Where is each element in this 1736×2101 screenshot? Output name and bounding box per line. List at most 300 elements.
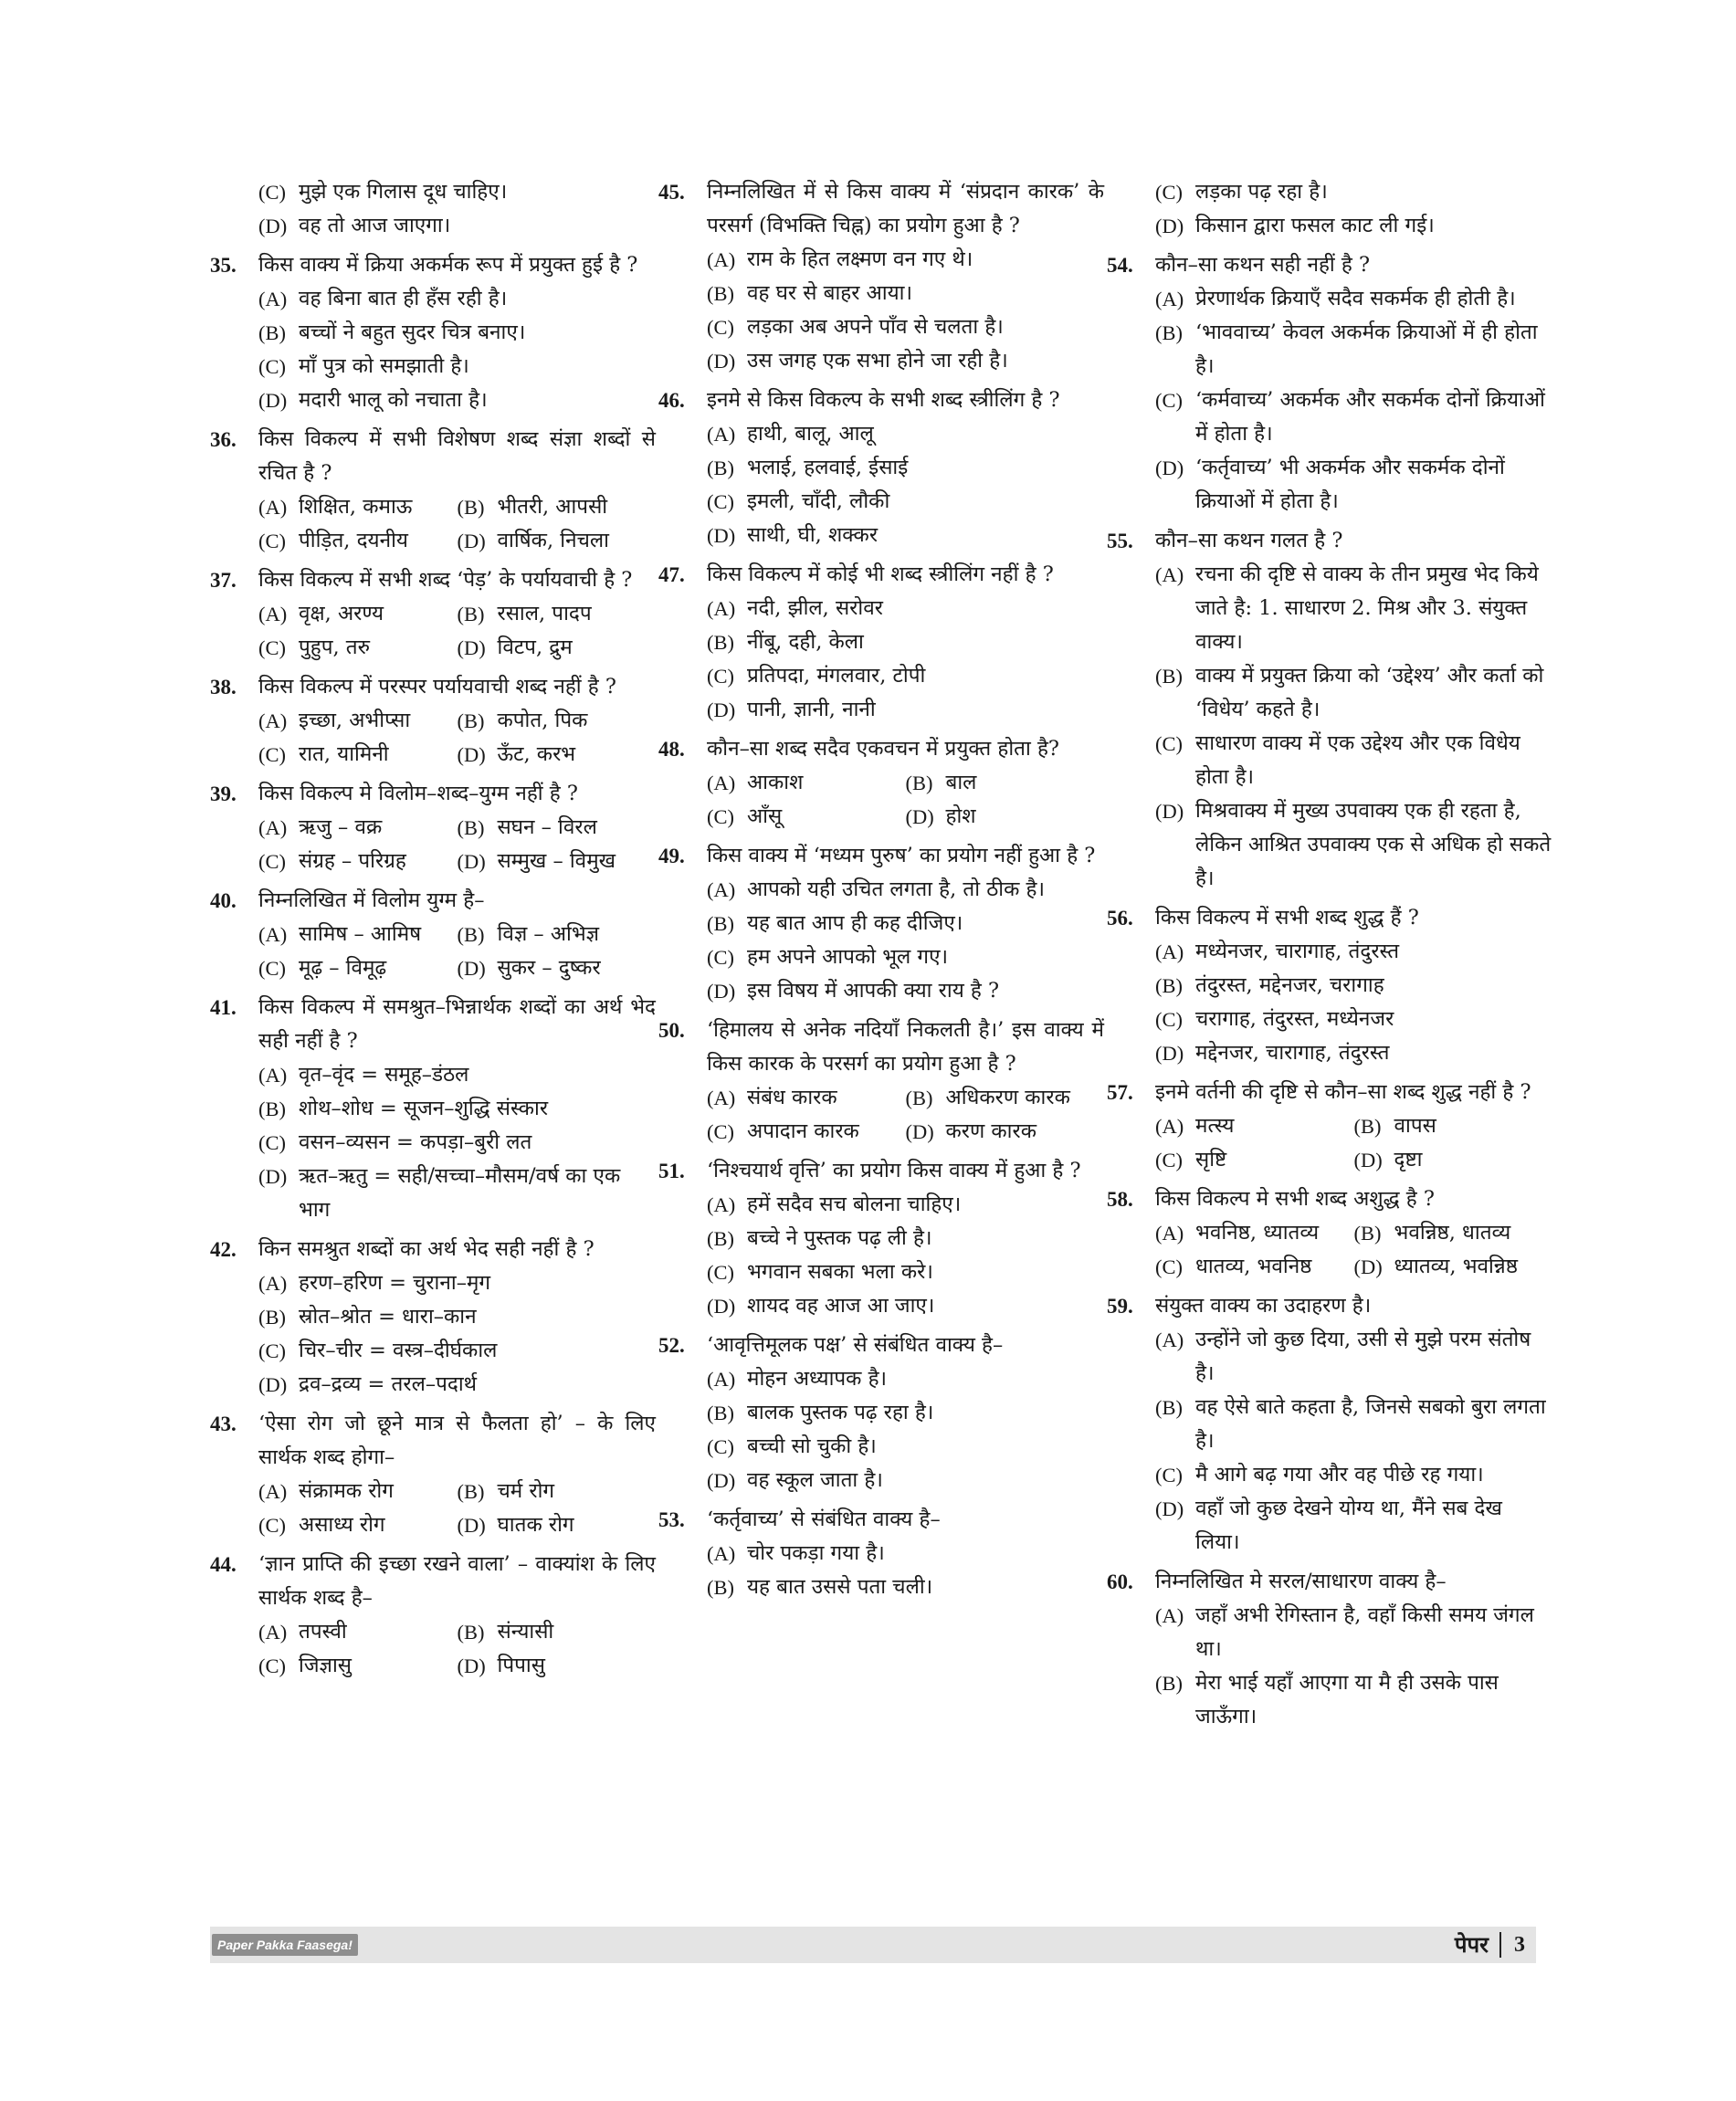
option (707, 1188, 1104, 1222)
option (258, 1058, 656, 1092)
option-text: चोर पकड़ा गया है। (747, 1541, 885, 1565)
option-text: सुकर – दुष्कर (497, 956, 601, 980)
question (210, 1233, 656, 1402)
option-text: संन्यासी (497, 1620, 554, 1644)
option-letter: (C) (258, 1339, 286, 1362)
option-letter: (C) (707, 946, 734, 969)
option (707, 1255, 1104, 1289)
option-letter: (B) (905, 1087, 933, 1109)
option (458, 845, 657, 878)
option (1155, 1109, 1354, 1143)
option-text: मै आगे बढ़ गया और वह पीछे रह गया। (1195, 1463, 1484, 1486)
option-letter: (D) (707, 699, 736, 721)
option (906, 1081, 1105, 1115)
option (707, 277, 1104, 310)
option-text: यह बात आप ही कह दीजिए। (747, 911, 963, 935)
option-row (707, 1081, 1104, 1115)
option (1155, 1391, 1552, 1458)
option (1155, 1003, 1552, 1036)
option-letter: (B) (1155, 974, 1183, 997)
column-2 (658, 175, 1104, 1610)
question-number: 50. (658, 1019, 685, 1042)
option (1354, 1109, 1553, 1143)
option-row (258, 490, 656, 524)
option-letter: (C) (1155, 181, 1183, 204)
question (210, 1407, 656, 1542)
option-text: वह ऐसे बाते कहता है, जिनसे सबको बुरा लगता है। (1195, 1395, 1546, 1453)
option-text: शायद वह आज आ जाए। (747, 1294, 935, 1318)
option-letter: (D) (1155, 457, 1184, 479)
option-text: पिपासु (497, 1654, 545, 1677)
question (210, 670, 656, 772)
option (707, 344, 1104, 378)
option (458, 1649, 657, 1683)
option-letter: (C) (707, 316, 734, 339)
question (1107, 1565, 1552, 1734)
question-number: 47. (658, 563, 685, 586)
option (906, 800, 1105, 834)
option (458, 597, 657, 631)
option-letter: (B) (1155, 665, 1183, 688)
option-letter: (A) (1155, 1222, 1184, 1245)
question-number: 37. (210, 569, 237, 592)
option-letter: (D) (1155, 1042, 1184, 1065)
question-number: 40. (210, 889, 237, 912)
option-text: अधिकरण कारक (945, 1086, 1070, 1109)
option (1155, 1458, 1552, 1492)
option-letter: (C) (707, 1261, 734, 1284)
option-letter: (B) (1353, 1115, 1382, 1138)
question-text: किस विकल्प में परस्पर पर्यायवाची शब्द नहीं है ? (258, 675, 616, 699)
option (1155, 282, 1552, 316)
option (707, 417, 1104, 451)
question-number: 49. (658, 845, 685, 867)
option-row (258, 1475, 656, 1508)
option-letter: (A) (707, 878, 736, 901)
option (258, 951, 458, 985)
question (1107, 901, 1552, 1070)
option-text: ‘कर्मवाच्य’ अकर्मक और सकर्मक दोनों क्रियाओं में होता है। (1195, 388, 1545, 446)
option (1354, 1143, 1553, 1177)
question-number: 59. (1107, 1295, 1133, 1318)
option (1155, 451, 1552, 519)
option (707, 592, 1104, 625)
option (707, 519, 1104, 552)
option-letter: (A) (258, 1621, 288, 1644)
option (1354, 1216, 1553, 1250)
option-letter: (A) (258, 496, 288, 519)
question (210, 248, 656, 417)
option (258, 597, 458, 631)
question (658, 383, 1104, 552)
option-text: वसन–व्यसन = कपड़ा–बुरी लत (299, 1130, 532, 1154)
question-text: किस वाक्य में क्रिया अकर्मक रूप में प्रयुक्त हुई है ? (258, 253, 638, 277)
question-text: किस विकल्प मे सभी शब्द अशुद्ध है ? (1155, 1187, 1435, 1211)
option-letter: (D) (707, 980, 736, 1003)
option-text: भलाई, हलवाई, ईसाई (747, 456, 909, 479)
option (1155, 969, 1552, 1003)
question (658, 839, 1104, 1008)
option (258, 350, 656, 383)
option (1155, 727, 1552, 794)
option-letter: (A) (258, 1064, 288, 1087)
option-text: ध्यातव्य, भवन्निष्ठ (1394, 1255, 1518, 1278)
option (707, 907, 1104, 940)
option-letter: (D) (258, 1373, 288, 1396)
question-text: ‘कर्तृवाच्य’ से संबंधित वाक्य है– (707, 1507, 941, 1531)
question (1107, 248, 1552, 519)
question (210, 1548, 656, 1683)
option-letter: (B) (457, 496, 485, 519)
question-text: कौन–सा कथन गलत है ? (1155, 529, 1343, 552)
option-text: साधारण वाक्य में एक उद्देश्य और एक विधेय होता है। (1195, 731, 1520, 789)
question-text: किस विकल्प में सभी विशेषण शब्द संज्ञा शब्दों से रचित है ? (258, 427, 656, 485)
option-text: हाथी, बालू, आलू (747, 422, 874, 446)
question-number: 43. (210, 1413, 237, 1435)
option-letter: (A) (1155, 1329, 1184, 1351)
option-letter: (C) (258, 1655, 286, 1677)
option (458, 490, 657, 524)
option-letter: (C) (707, 1120, 734, 1143)
option-letter: (B) (258, 321, 286, 344)
option-text: साथी, घी, शक्कर (747, 523, 879, 547)
option-letter: (C) (1155, 1464, 1183, 1486)
option-text: विज्ञ – अभिज्ञ (497, 922, 600, 946)
option (1155, 558, 1552, 659)
option (258, 524, 458, 558)
option-letter: (D) (457, 530, 486, 552)
option-text: रसाल, पादप (497, 602, 592, 625)
option (906, 1115, 1105, 1149)
option-text: मदारी भालू को नचाता है। (299, 388, 488, 412)
question-text: किन समश्रुत शब्दों का अर्थ भेद सही नहीं है ? (258, 1237, 594, 1261)
option-text: मुझे एक गिलास दूध चाहिए। (299, 180, 508, 204)
option-letter: (C) (1155, 389, 1183, 412)
option-letter: (D) (905, 805, 934, 828)
option (258, 1266, 656, 1300)
option-letter: (B) (707, 457, 734, 479)
option-text: चिर–चीर = वस्त्र–दीर्घकाल (299, 1339, 498, 1362)
option-row (258, 1615, 656, 1649)
option-letter: (A) (1155, 288, 1184, 310)
question-text: किस विकल्प में समश्रुत–भिन्नार्थक शब्दों का अर्थ भेद सही नहीं है ? (258, 995, 656, 1053)
option (707, 1464, 1104, 1497)
option (458, 951, 657, 985)
option-letter: (A) (707, 1542, 736, 1565)
option-letter: (B) (457, 816, 485, 839)
option-letter: (D) (707, 350, 736, 373)
option-letter: (B) (707, 1227, 734, 1250)
question (1107, 1076, 1552, 1177)
option-letter: (C) (1155, 1255, 1183, 1278)
question-text: इनमे वर्तनी की दृष्टि से कौन–सा शब्द शुद्ध नहीं है ? (1155, 1080, 1531, 1104)
option-letter: (A) (707, 423, 736, 446)
option-text: तंदुरस्त, मद्देनजर, चरागाह (1195, 973, 1384, 997)
option-text: भवन्निष्ठ, धातव्य (1394, 1221, 1511, 1245)
option-letter: (D) (457, 636, 486, 659)
question-text: ‘ऐसा रोग जो छूने मात्र से फैलता हो’ – के लिए सार्थक शब्द होगा– (258, 1412, 656, 1469)
option-text: चरागाह, तंदुरस्त, मध्येनजर (1195, 1007, 1394, 1031)
option-letter: (C) (707, 805, 734, 828)
option (906, 766, 1105, 800)
option-letter: (A) (258, 923, 288, 946)
option-letter: (D) (1353, 1149, 1383, 1171)
option-text: माँ पुत्र को समझाती है। (299, 354, 469, 378)
option (1155, 1323, 1552, 1391)
option-text: अपादान कारक (747, 1119, 859, 1143)
option-text: मत्स्य (1195, 1114, 1235, 1138)
page-footer (210, 1927, 1536, 1963)
option-letter: (A) (707, 248, 736, 271)
option-letter: (C) (707, 665, 734, 688)
page-label: पेपर (1454, 1931, 1489, 1958)
question (658, 732, 1104, 834)
option (1155, 1216, 1354, 1250)
option (707, 766, 906, 800)
option-letter: (D) (457, 1514, 486, 1537)
option-letter: (A) (1155, 1604, 1184, 1627)
option-row (258, 738, 656, 772)
option-text: द्रव–द्रव्य = तरल–पदार्थ (299, 1372, 478, 1396)
option-text: मिश्रवाक्य में मुख्य उपवाक्य एक ही रहता है, लेकिन आश्रित उपवाक्य एक से अधिक हो सकते है। (1195, 799, 1552, 890)
option (707, 693, 1104, 727)
option (707, 1537, 1104, 1570)
option (458, 524, 657, 558)
option-text: वापस (1394, 1114, 1436, 1138)
option-row (258, 918, 656, 951)
option-row (1155, 1143, 1552, 1177)
option-row (707, 800, 1104, 834)
option-text: लड़का अब अपने पाँव से चलता है। (747, 315, 1004, 339)
option-text: मध्येनजर, चारागाह, तंदुरस्त (1195, 940, 1400, 963)
option (1155, 659, 1552, 727)
question-text: किस विकल्प मे विलोम–शब्द–युग्म नहीं है ? (258, 782, 578, 805)
option-text: प्रतिपदा, मंगलवार, टोपी (747, 664, 926, 688)
question-text: संयुक्त वाक्य का उदाहरण है। (1155, 1294, 1372, 1318)
option-letter: (A) (707, 772, 736, 794)
option-text: आँसू (747, 804, 783, 828)
option (258, 383, 656, 417)
option-text: विटप, द्रुम (497, 636, 573, 659)
question-number: 53. (658, 1508, 685, 1531)
question (658, 1154, 1104, 1323)
option-text: ऋजु – वक्र (299, 815, 383, 839)
option-text: वृत–वृंद = समूह–डंठल (299, 1063, 469, 1087)
option-text: होश (945, 804, 976, 828)
option (1155, 1666, 1552, 1734)
question-text: किस विकल्प में सभी शब्द शुद्ध हैं ? (1155, 906, 1419, 930)
option-row (1155, 1250, 1552, 1284)
option-row (258, 845, 656, 878)
option-letter: (C) (1155, 732, 1183, 755)
option-letter: (B) (1353, 1222, 1382, 1245)
option-text: पुहुप, तरु (299, 636, 371, 659)
option-letter: (B) (707, 1402, 734, 1424)
question-text: निम्नलिखित मे सरल/साधारण वाक्य है– (1155, 1570, 1447, 1593)
option (458, 1615, 657, 1649)
question-number: 35. (210, 254, 237, 277)
option-row (258, 597, 656, 631)
option (258, 1508, 458, 1542)
option-text: बच्चों ने बहुत सुदर चित्र बनाए। (299, 320, 526, 344)
option-letter: (C) (258, 1131, 286, 1154)
option-row (707, 766, 1104, 800)
option-row (258, 1508, 656, 1542)
question-number: 60. (1107, 1570, 1133, 1593)
option (458, 918, 657, 951)
option (1155, 935, 1552, 969)
option (707, 1222, 1104, 1255)
question-text: ‘आवृत्तिमूलक पक्ष’ से संबंधित वाक्य है– (707, 1333, 1004, 1357)
question (658, 175, 1104, 378)
question-number: 58. (1107, 1188, 1133, 1211)
option-row (258, 951, 656, 985)
option-letter: (D) (457, 957, 486, 980)
option-letter: (D) (707, 1469, 736, 1492)
option-text: प्रेरणार्थक क्रियाएँ सदैव सकर्मक ही होती है। (1195, 287, 1516, 310)
option-text: संग्रह – परिग्रह (299, 849, 406, 873)
option-text: करण कारक (945, 1119, 1036, 1143)
option-text: भीतरी, आपसी (497, 495, 608, 519)
option-text: नींबू, दही, केला (747, 630, 864, 654)
option-letter: (A) (1155, 940, 1184, 963)
option (1155, 383, 1552, 451)
option-text: वह स्कूल जाता है। (747, 1468, 883, 1492)
option-text: मोहन अध्यापक है। (747, 1367, 888, 1391)
option-text: तपस्वी (299, 1620, 347, 1644)
option-text: वह बिना बात ही हँस रही है। (299, 287, 508, 310)
option (258, 1092, 656, 1126)
option-letter: (C) (258, 181, 286, 204)
question-number: 46. (658, 389, 685, 412)
option (707, 451, 1104, 485)
option-letter: (B) (905, 772, 933, 794)
option (258, 704, 458, 738)
option-text: वार्षिक, निचला (497, 529, 609, 552)
option-letter: (C) (258, 957, 286, 980)
question-number: 51. (658, 1160, 685, 1182)
option (258, 316, 656, 350)
option-text: मद्देनजर, चारागाह, तंदुरस्त (1195, 1041, 1390, 1065)
option (707, 800, 906, 834)
option-row (1155, 1216, 1552, 1250)
option-letter: (C) (258, 1514, 286, 1537)
question-text: ‘निश्चयार्थ वृत्ति’ का प्रयोग किस वाक्य में हुआ है ? (707, 1159, 1081, 1182)
option-text: मेरा भाई यहाँ आएगा या मै ही उसके पास जाऊँगा। (1195, 1671, 1499, 1728)
option-text: दृष्टा (1394, 1148, 1423, 1171)
option-text: असाध्य रोग (299, 1513, 385, 1537)
option (1155, 794, 1552, 896)
option-text: वह घर से बाहर आया। (747, 281, 913, 305)
option (707, 1396, 1104, 1430)
option-text: रचना की दृष्टि से वाक्य के तीन प्रमुख भेद किये जाते है: 1. साधारण 2. मिश्र और 3. संयुक्त वाक्य। (1195, 562, 1539, 654)
option (707, 873, 1104, 907)
option (258, 1160, 656, 1227)
option-letter: (D) (1155, 1497, 1184, 1520)
option-text: उस जगह एक सभा होने जा रही है। (747, 349, 1008, 373)
option-letter: (B) (707, 912, 734, 935)
option-text: ‘कर्तृवाच्य’ भी अकर्मक और सकर्मक दोनों क्रियाओं में होता है। (1195, 456, 1505, 513)
question-number: 36. (210, 428, 237, 451)
option (1155, 1250, 1354, 1284)
option-text: नदी, झील, सरोवर (747, 596, 883, 620)
question-number: 41. (210, 996, 237, 1019)
option (707, 1081, 906, 1115)
option-letter: (B) (258, 1098, 286, 1120)
option (1354, 1250, 1553, 1284)
option-text: ऊँट, करभ (497, 742, 576, 766)
option-text: हरण–हरिण = चुराना–मृग (299, 1271, 491, 1295)
question-number: 55. (1107, 530, 1133, 552)
option-letter: (B) (258, 1306, 286, 1329)
question-number: 52. (658, 1334, 685, 1357)
question-text: कौन–सा शब्द सदैव एकवचन में प्रयुक्त होता है? (707, 737, 1059, 761)
question-text: किस वाक्य में ‘मध्यम पुरुष’ का प्रयोग नहीं हुआ है ? (707, 844, 1096, 867)
option-text: पानी, ज्ञानी, नानी (747, 698, 876, 721)
option-letter: (A) (258, 709, 288, 732)
option-letter: (C) (707, 490, 734, 513)
option-text: बच्चे ने पुस्तक पढ़ ली है। (747, 1226, 932, 1250)
option-text: आपको यही उचित लगता है, तो ठीक है। (747, 877, 1046, 901)
option-letter: (A) (1155, 1115, 1184, 1138)
question-continuation (1107, 175, 1552, 243)
option (707, 659, 1104, 693)
option-letter: (D) (707, 1295, 736, 1318)
page-separator (1499, 1932, 1501, 1958)
option (1155, 175, 1552, 209)
option-text: शोथ–शोध = सूजन–शुद्धि संस्कार (299, 1097, 549, 1120)
option (707, 940, 1104, 974)
option (1155, 1599, 1552, 1666)
option-text: राम के हित लक्ष्मण वन गए थे। (747, 247, 973, 271)
option (258, 1649, 458, 1683)
option (707, 1362, 1104, 1396)
option-letter: (C) (258, 355, 286, 378)
page-number: 3 (1514, 1933, 1525, 1957)
option (458, 1508, 657, 1542)
option-text: घातक रोग (497, 1513, 574, 1537)
option-letter: (A) (707, 1368, 736, 1391)
option-text: हम अपने आपको भूल गए। (747, 945, 949, 969)
question (658, 558, 1104, 727)
question-number: 56. (1107, 907, 1133, 930)
option (707, 1570, 1104, 1604)
option-text: बालक पुस्तक पढ़ रहा है। (747, 1401, 934, 1424)
option-text: उन्होंने जो कुछ दिया, उसी से मुझे परम संतोष है। (1195, 1328, 1531, 1385)
option-row (258, 524, 656, 558)
option (707, 625, 1104, 659)
option-text: बाल (945, 771, 977, 794)
question (1107, 1289, 1552, 1560)
option-letter: (A) (1155, 563, 1184, 586)
option-row (1155, 1109, 1552, 1143)
option-text: इमली, चाँदी, लौकी (747, 489, 890, 513)
option-letter: (B) (707, 631, 734, 654)
option-letter: (C) (707, 1435, 734, 1458)
question-text: निम्नलिखित में से किस वाक्य में ‘संप्रदान कारक’ के परसर्ग (विभक्ति चिह्न) का प्रयोग हुआ है ? (707, 180, 1104, 237)
option-letter: (D) (457, 743, 486, 766)
option-text: धातव्य, भवनिष्ठ (1195, 1255, 1312, 1278)
option-text: जिज्ञासु (299, 1654, 352, 1677)
brand-logo: Paper Pakka Faasega! (212, 1934, 358, 1956)
option (258, 175, 656, 209)
option-row (258, 631, 656, 665)
option-text: सघन – विरल (497, 815, 597, 839)
option-text: सृष्टि (1195, 1148, 1227, 1171)
option (458, 704, 657, 738)
option-text: चर्म रोग (497, 1479, 555, 1503)
option-letter: (B) (707, 1576, 734, 1599)
